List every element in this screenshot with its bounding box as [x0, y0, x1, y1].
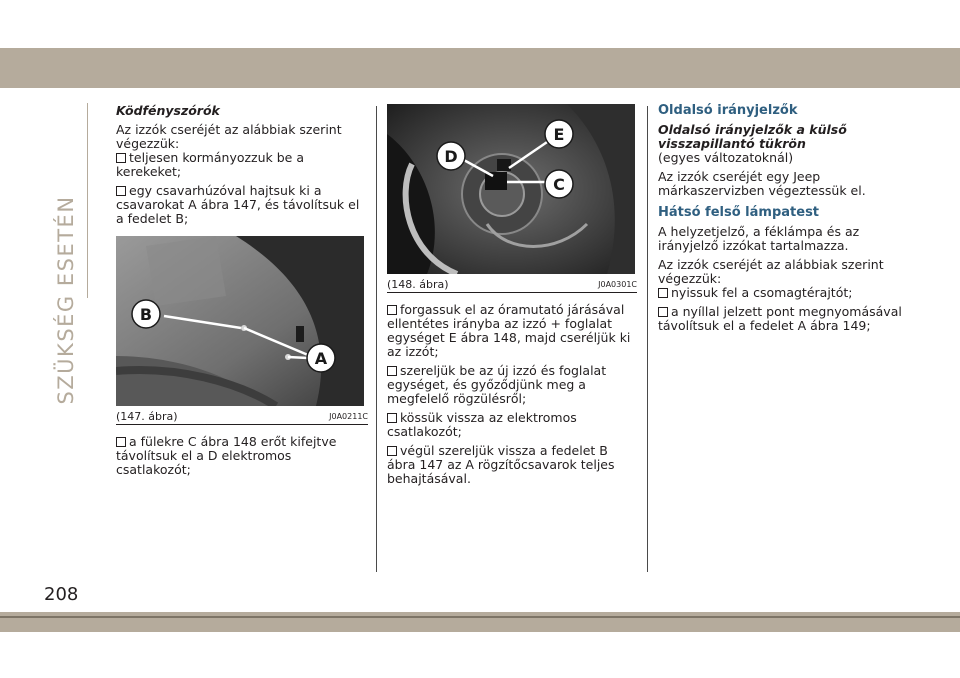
figure-147 [116, 236, 368, 425]
callout-e: E [553, 125, 565, 144]
callout-d: D [444, 147, 458, 166]
callout-c: C [553, 175, 565, 194]
variant-note: (egyes változatoknál) [658, 150, 794, 165]
list-item: nyissuk fel a csomagtérajtót; [658, 286, 910, 300]
callout-a: A [314, 349, 328, 368]
checkbox-bullet-icon [658, 307, 668, 317]
list-item: végül szereljük vissza a fedelet B ábra 147 az A rögzítőcsavarok teljes behajtásával. [387, 443, 615, 486]
figure-147-caption [116, 406, 368, 425]
checkbox-bullet-icon [116, 153, 126, 163]
fog-lights-intro: Az izzók cseréjét az alábbiak szerint végezzük: [116, 122, 342, 151]
checkbox-bullet-icon [116, 437, 126, 447]
caption-label: (148. ábra) [387, 278, 449, 291]
list-item: kössük vissza az elektromos csatlakozót; [387, 410, 577, 439]
callout-b: B [139, 305, 153, 324]
figure-148-image [387, 104, 635, 274]
column-2 [387, 104, 637, 491]
rear-upper-lamp-text: A helyzetjelző, a féklámpa és az irányjelző izzókat tartalmazza. [658, 224, 860, 253]
rear-upper-lamp-heading: Hátsó felső lámpatest [658, 205, 820, 220]
checkbox-bullet-icon [387, 305, 397, 315]
header-band [0, 48, 960, 88]
checkbox-bullet-icon [387, 413, 397, 423]
column-divider-1 [376, 106, 377, 572]
footer-rule [0, 616, 960, 618]
list-item: a nyíllal jelzett pont megnyomásával távolítsuk el a fedelet A ábra 149; [658, 304, 902, 333]
column-1 [116, 104, 368, 482]
figure-148-caption [387, 274, 637, 293]
caption-label: (147. ábra) [116, 410, 178, 423]
page-number: 208 [44, 584, 79, 605]
mirror-indicators-subheading: Oldalsó irányjelzők a külső visszapillantó tükrön [658, 122, 847, 151]
caption-code: J0A0211C [329, 412, 368, 421]
list-item: teljesen kormányozzuk be a kerekeket; [116, 150, 305, 179]
column-3 [658, 104, 910, 338]
checkbox-bullet-icon [116, 186, 126, 196]
list-item: forgassuk el az óramutató járásával ellentétes irányba az izzó + foglalat egységet E ábra 148, majd cseréljük ki az izzót; [387, 302, 631, 359]
checkbox-bullet-icon [658, 288, 668, 298]
checkbox-bullet-icon [387, 446, 397, 456]
column-divider-2 [647, 106, 648, 572]
figure-148 [387, 104, 637, 293]
list-item: egy csavarhúzóval hajtsuk ki a csavarokat A ábra 147, és távolítsuk el a fedelet B; [116, 183, 360, 226]
mirror-indicators-text: Az izzók cseréjét egy Jeep márkaszervizben végeztessük el. [658, 169, 866, 198]
checkbox-bullet-icon [387, 366, 397, 376]
section-title-text: SZÜKSÉG ESETÉN [54, 195, 78, 405]
side-indicators-heading: Oldalsó irányjelzők [658, 103, 798, 118]
figure-147-image [116, 236, 364, 406]
rear-upper-lamp-intro: Az izzók cseréjét az alábbiak szerint végezzük: [658, 257, 884, 286]
footer-band [0, 612, 960, 632]
side-rule [87, 103, 88, 298]
list-item: szereljük be az új izzó és foglalat egységet, és győződjünk meg a megfelelő rögzülésről; [387, 363, 607, 406]
list-item: a fülekre C ábra 148 erőt kifejtve távolítsuk el a D elektromos csatlakozót; [116, 434, 337, 477]
caption-code: J0A0301C [598, 280, 637, 289]
fog-lights-heading: Ködfényszórók [116, 103, 220, 118]
